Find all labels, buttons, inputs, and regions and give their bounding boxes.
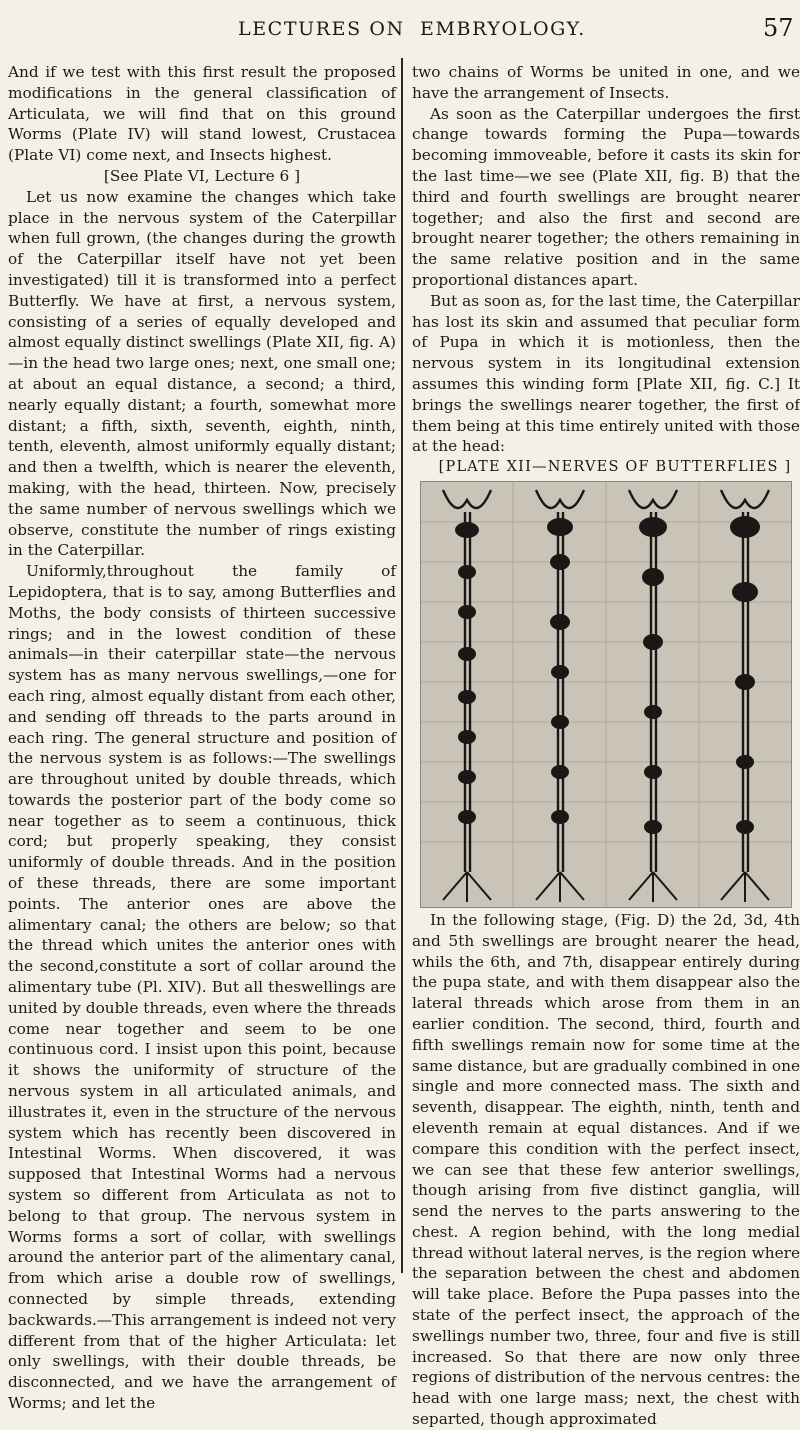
running-head-left: LECTURES ON [238,18,405,40]
paragraph: Let us now examine the changes which take place in the nervous system of the Caterpillar when full grown, (the changes during the growth of the Caterpillar itself have not yet been investigated) till it is transformed into a perfect Butterfly. We have at first, a nervous system, consisting of a series of equally developed and almost equally distinct swellings (Plate XII, fig. A)—in the head two large ones; next, one small one; at about an equal distance, a second; a third, nearly equally distant; a fourth, somewhat more distant; a fifth, sixth, seventh, eighth, ninth, tenth, eleventh, almost uniformly equally distant; and then a twelfth, which is nearer the eleventh, making, with the head, thirteen. Now, precisely the same number of nervous swellings which we observe, constitute the number of rings existing in the Caterpillar. [8,187,396,560]
paragraph: And if we test with this first result the proposed modifications in the general classification of Articulata, we will find that on this ground Worms (Plate IV) will stand lowest, Crustacea (Plate VI) come next, and Insects highest. [8,63,396,165]
paragraph: But as soon as, for the last time, the Caterpillar has lost its skin and assumed that peculiar form of Pupa in which it is motionless, then the nervous system in its longitudinal extension assumes this winding form [Plate XII, fig. C.] It brings the swellings nearer together, the first of them being at this time entirely united with those at the head: [412,291,800,456]
page-header [0,6,800,50]
nerve-diagram-image [421,482,791,907]
right-column [412,62,800,1430]
plate-caption: [PLATE XII—NERVES OF BUTTERFLIES ] [438,459,792,476]
paragraph: As soon as the Caterpillar undergoes the first change towards forming the Pupa—towards becoming immoveable, before it casts its skin for the last time—we see (Plate XII, fig. B) that the third and fourth swellings are brought nearer together; and also the first and second are brought nearer together; the others remaining in the same relative position and in the same proportional distances apart. [412,104,800,289]
paragraph: Uniformly,throughout the family of Lepidoptera, that is to say, among Butterflies and Moths, the body consists of thirteen successive rings; and in the lowest condition of these animals—in their caterpillar state—the nervous system has as many nervous swellings,—one for each ring, almost equally distant from each other, and sending off threads to the parts around in each ring. The general structure and position of the nervous system is as follows:—The swellings are throughout united by double threads, which towards the posterior part of the body come so near together as to seem a continuous, thick cord; but properly speaking, they consist uniformly of double threads. And in the position of these threads, there are some important points. The anterior ones are above the alimentary canal; the others are below; so that the thread which unites the anterior ones with the second,constitute a sort of collar around the alimentary tube (Pl. XIV). But all theswellings are united by double threads, even where the threads come near together and seem to be one continuous cord. I insist upon this point, because it shows the uniformity of structure of the nervous system in all articulated animals, and illustrates it, even in the structure of the nervous system which has recently been discovered in Intestinal Worms. When discovered, it was supposed that Intestinal Worms had a nervous system so different from Articulata as not to belong to that group. The nervous system in Worms forms a sort of collar, with swellings around the anterior part of the alimentary canal, from which arise a double row of swellings, connected by simple threads, extending backwards.—This arrangement is indeed not very different from that of the higher Articulata: let only swellings, with their double threads, be disconnected, and we have the arrangement of Worms; and let the [8,562,396,1412]
column-divider [401,58,403,1273]
plate-xii-figure [420,481,792,908]
left-column [8,62,396,1414]
paragraph: In the following stage, (Fig. D) the 2d, 3d, 4th and 5th swellings are brought nearer the head, whils the 6th, and 7th, disappear entirely during the pupa state, and with them disappear also the lateral threads which arose from them in an earlier condition. The second, third, fourth and fifth swellings remain now for some time at the same distance, but are gradually combined in one single and more connected mass. The sixth and seventh, disappear. The eighth, ninth, tenth and eleventh remain at equal distances. And if we compare this condition with the perfect insect, we can see that these few anterior swellings, though arising from five distinct ganglia, will send the nerves to the parts answering to the chest. A region behind, with the long medial thread without lateral nerves, is the region where the separation between the chest and abdomen will take place. Before the Pupa passes into the state of the perfect insect, the approach of the swellings number two, three, four and five is still increased. So that there are now only three regions of distribution of the nervous centres: the head with one large mass; next, the chest with separted, though approximated [412,910,800,1429]
running-head-right: EMBRYOLOGY. [420,18,586,40]
paragraph: two chains of Worms be united in one, and we have the arrangement of Insects. [412,63,800,102]
page-number: 57 [763,14,794,42]
plate-reference: [See Plate VI, Lecture 6 ] [103,166,301,185]
